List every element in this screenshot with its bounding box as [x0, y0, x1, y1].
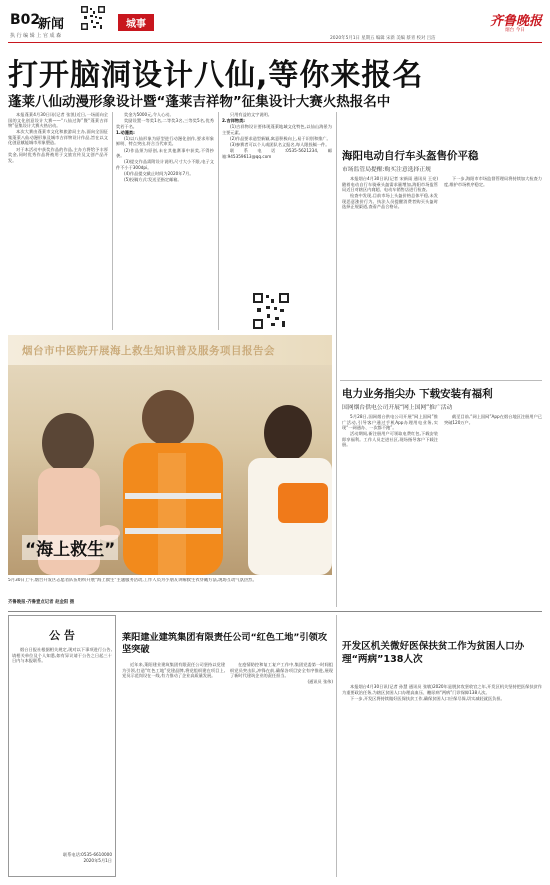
article-para: 下一步,海阳市市场监督管理局将持续加大检查力度,维护市场秩序稳定。: [444, 176, 542, 187]
article-para: 活动期间,新注册用户可领取电费红包,下载安装即享福利。工作人员走进社区,现场指导客户下载注册。: [342, 431, 438, 448]
banner-text: 烟台市中医院开展海上救生知识普及服务项目报告会: [22, 345, 275, 357]
notice-title: 公 告: [49, 629, 75, 642]
photo-credit: 齐鲁晚报·齐鲁壹点记者 赵金阳 摄: [8, 600, 75, 605]
lead-para: 奖励设置一等奖1名,二等奖3名,三等奖5名,优秀奖若干名。: [116, 118, 214, 129]
qr-code-icon: [80, 5, 106, 31]
right-top-col-2: [444, 176, 542, 371]
bottom-mid-col-2: [230, 662, 333, 872]
lead-para: 联系电话:0535-5621234,邮箱:945359613@qq.com: [222, 148, 332, 159]
lead-col-2: [116, 112, 214, 330]
bottom-section-rule: [8, 611, 542, 612]
notice-contact: 联系电话:0535-6610000: [63, 852, 112, 857]
column-divider: [336, 112, 337, 607]
column-divider: [218, 112, 219, 330]
article-para: 在疫情防控和复工复产工作中,集团党委第一时间组织党员突击队,冲锋在前,确保各项目安全有序推进,展现了新时代建筑企业的责任担当。: [230, 662, 333, 679]
column-divider: [112, 112, 113, 330]
article-para: 截至目前,“网上国网”App在烟台地区注册用户已突破120万户。: [444, 414, 542, 425]
notice-body: 烟台日报社根据相关规定,现对以下事项进行公告,请相关单位及个人知悉,如有异议请于公告之日起三十日内与本报联系。: [12, 647, 112, 664]
masthead: [0, 0, 550, 44]
lead-col-1: [8, 112, 108, 330]
lead-para: (4)作品提交截止时间为2020年7月。: [124, 170, 194, 176]
lead-headline: 打开脑洞设计八仙,等你来报名: [8, 58, 424, 93]
article-credit: (通讯员 张伟): [307, 679, 333, 685]
article-para: 检查中发现,目前市场上头盔价格总体平稳,未发现恶意涨价行为。执法人员提醒消费者购买头盔时选择正规渠道,查看产品合格证。: [342, 193, 438, 210]
date-line: 2020年5月1日 星期五 编辑 宋新 美编 蔡青 校对 吕洁: [330, 36, 436, 41]
newspaper-logo: 齐鲁晚报: [490, 14, 543, 29]
right-mid-subhead: 国网烟台供电公司开展“网上国网”推广活动: [342, 405, 453, 411]
registration-qr-icon: [252, 292, 290, 330]
article-para: 下一步,开发区将持续做好医保扶贫工作,确保贫困人口应保尽保,切实减轻就医负担。: [350, 695, 505, 701]
right-top-subhead: 市场监管局提醒:购买注意选择正规: [342, 167, 431, 173]
page-code: B02: [10, 12, 41, 28]
lead-para: (5)投稿方式:发送至指定邮箱。: [124, 177, 182, 183]
notice-date: 2020年5月1日: [83, 857, 112, 863]
bottom-mid-headline: 莱阳建业建筑集团有限责任公司“红色工地”引领攻坚突破: [122, 632, 328, 655]
lead-para: 只用有益的文字说明。: [230, 112, 272, 117]
lead-para: (3)提交作品需附设计说明,尺寸大小不限,电子文件不小于300dpi。: [116, 159, 214, 170]
lead-para: 本报蓬莱4月30日讯(记者 张凯)近日,一场面向全国的文化创意设计大赛——“八仙过海”暨“蓬莱吉祥物”征集设计大赛火热启动。: [8, 112, 108, 129]
photo-caption: 5月30日上午,烟台开发区志愿者队伍组织开展“海上救生”主题服务活动,工作人员为小朋友讲解救生衣穿戴方法,现场互动气氛热烈。: [8, 578, 257, 583]
section-name: 新闻: [38, 17, 65, 32]
sub-line: 烟台 今日: [505, 28, 525, 33]
article-para: 本报烟台4月30日讯(记者 宋新雨 通讯员 王亮)随着电动自行车骑乘头盔需求量增加,海阳市场监管局近日对辖区内商超、电动车销售店进行检查。: [342, 176, 438, 193]
feature-photo: [8, 335, 332, 575]
lead-subhead: 蓬莱八仙动漫形象设计暨“蓬莱吉祥物”征集设计大赛火热报名中: [8, 94, 391, 110]
right-top-headline: 海阳电动自行车头盔售价平稳: [342, 150, 479, 162]
bottom-right-headline: 开发区机关微好医保扶贫工作为贫困人口办理“两病”138人次: [342, 641, 525, 665]
lead-subsection: 1.动漫类:: [116, 129, 135, 135]
masthead-rule: [8, 42, 542, 43]
lead-para: (2)作品要求造型新颖,寓意积极向上,易于识别和推广。: [230, 135, 331, 141]
notice-box: [8, 615, 116, 877]
staff-line: 执 行 编 辑 上 官 成 森: [10, 33, 62, 39]
photo-inset-caption: “海上救生”: [22, 535, 118, 560]
article-para: 本报烟台4月30日讯(记者 孙慧 通讯员 张敏)2020年是脱贫攻坚收官之年,开发区机关坚持把医保扶贫作为重要政治任务,为辖区贫困人口办理高血压、糖尿病“两病”门诊保障138人次。: [342, 684, 542, 695]
bottom-mid-col-1: [122, 662, 225, 872]
right-mid-headline: 电力业务指尖办 下载安装有福利: [342, 388, 493, 400]
lead-subsection: 2.吉祥物类:: [222, 118, 245, 124]
right-top-col-1: [342, 176, 438, 371]
right-mid-col-2: [444, 414, 542, 606]
lead-para: (3)参赛者可以个人或团队名义报名,每人限投稿一件。: [230, 141, 330, 147]
section-tag: 城事: [118, 14, 154, 31]
lead-para: (1)以八仙形象为原型进行动漫化创作,要求形象鲜明、特点突出,符合当代审美。: [116, 135, 214, 147]
right-mid-col-1: [342, 414, 438, 606]
section-rule: [340, 380, 542, 381]
lead-para: 本次大赛由蓬莱市文化和旅游局主办,面向全国征集蓬莱八仙动漫形象及城市吉祥物设计作品,旨在以文化创意赋能城市形象塑造。: [8, 129, 108, 146]
bottom-right-body: [342, 684, 542, 874]
lead-para: (1)吉祥物设计要体现蓬莱地域文化特色,以仙山海景为主要元素。: [222, 124, 332, 135]
column-divider: [336, 615, 337, 877]
lead-para: (2)作品须为原创,未在其他赛事中获奖,不得抄袭。: [116, 147, 214, 159]
article-para: 5月28日,国网烟台供电公司开展“网上国网”推广活动,引导客户通过手机App办理用电业务,实现“一网通办、一次都不跑”。: [342, 414, 438, 431]
lead-para: 奖金为5000元,令人心动。: [124, 112, 174, 117]
lead-col-3: [222, 112, 332, 292]
lead-para: 对于本活动中获奖作品的作品,主办方将给予丰厚奖金,同时优秀作品将被用于文旅宣传及文创产品开发。: [8, 146, 108, 163]
article-para: 近年来,莱阳建业建筑集团有限责任公司坚持以党建为引领,打造“红色工地”党建品牌,将党组织建在项目上,党员示范岗设在一线,有力推动了企业高质量发展。: [122, 662, 225, 679]
